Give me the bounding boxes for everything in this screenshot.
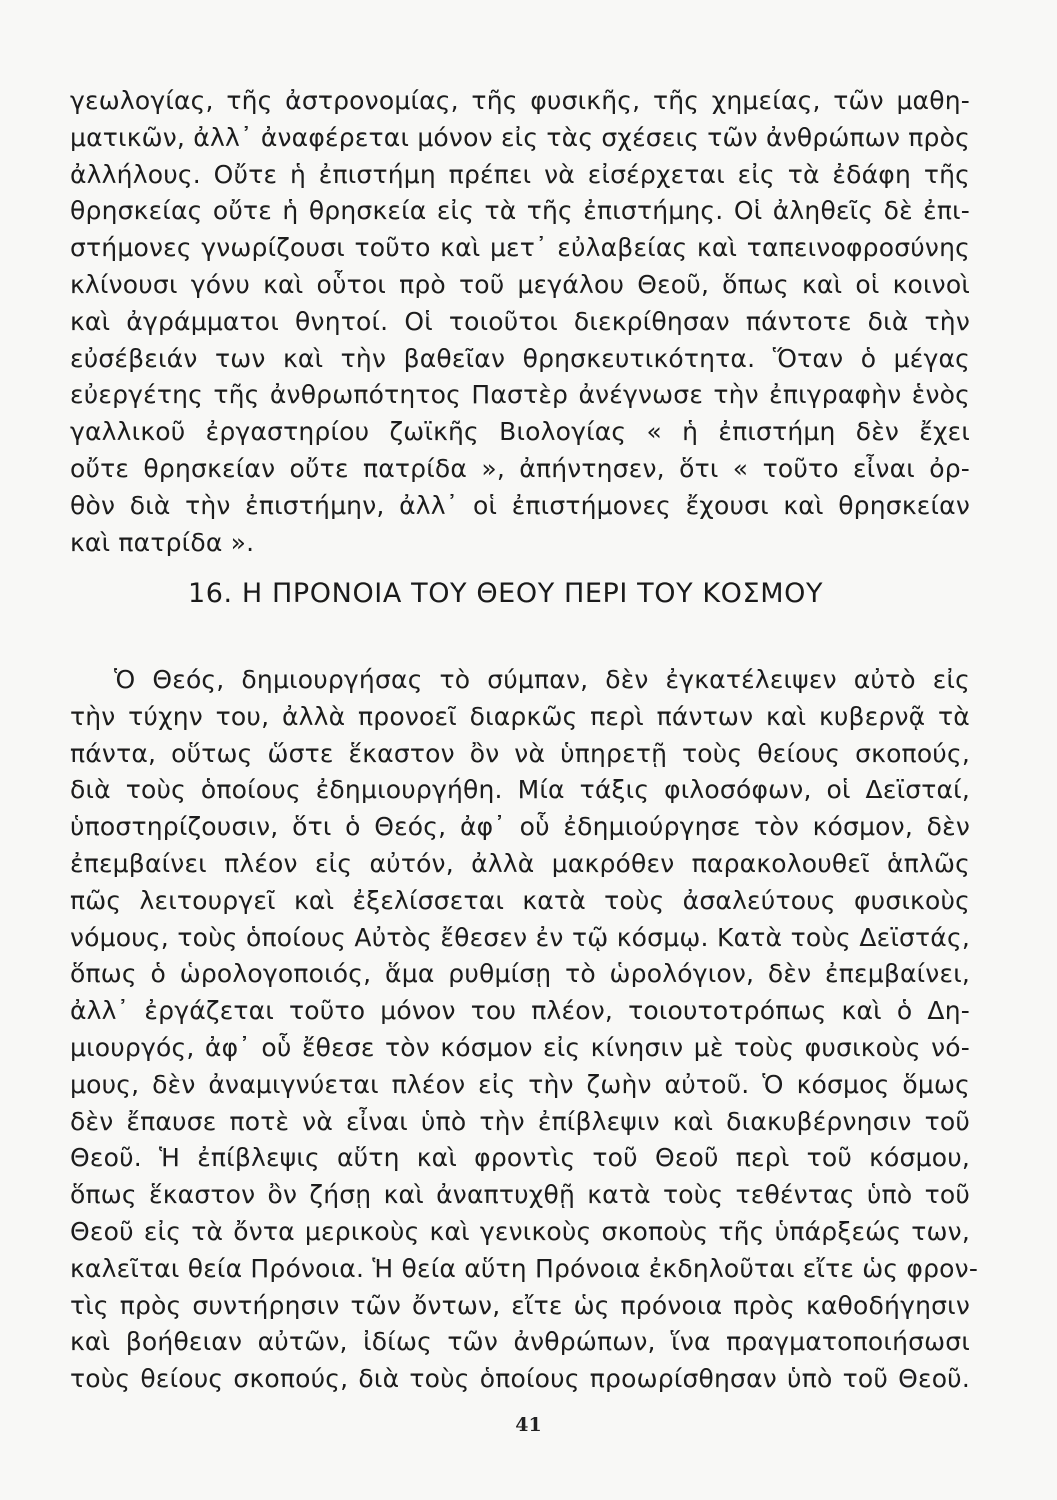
text-line: θὸν διὰ τὴν ἐπιστήμην, ἀλλ᾽ οἱ ἐπιστήμονες ἔχουσι καὶ θρησκείαν: [70, 490, 970, 520]
text-line: καλεῖται θεία Πρόνοια. Ἡ θεία αὕτη Πρόνοια ἐκδηλοῦται εἴτε ὡς φρον-: [70, 1253, 979, 1283]
text-line: τὶς πρὸς συντήρησιν τῶν ὄντων, εἴτε ὡς πρόνοια πρὸς καθοδήγησιν: [70, 1290, 970, 1320]
text-line: οὔτε θρησκείαν οὔτε πατρίδα », ἀπήντησεν, ὅτι « τοῦτο εἶναι ὀρ-: [70, 453, 970, 483]
text-line: τοὺς θείους σκοπούς, διὰ τοὺς ὁποίους προωρίσθησαν ὑπὸ τοῦ Θεοῦ.: [70, 1364, 970, 1394]
text-line: ὑποστηρίζουσιν, ὅτι ὁ Θεός, ἀφ᾽ οὗ ἐδημιούργησε τὸν κόσμον, δὲν: [70, 812, 970, 842]
text-line: πάντα, οὕτως ὥστε ἕκαστον ὂν νὰ ὑπηρετῇ τοὺς θείους σκοπούς,: [70, 738, 970, 768]
text-line: ὅπως ἕκαστον ὂν ζήσῃ καὶ ἀναπτυχθῇ κατὰ τοὺς τεθέντας ὑπὸ τοῦ: [70, 1180, 970, 1210]
page-number: 41: [515, 1414, 542, 1436]
text-line: πῶς λειτουργεῖ καὶ ἐξελίσσεται κατὰ τοὺς ἀσαλεύτους φυσικοὺς: [70, 885, 970, 915]
text-line: γαλλικοῦ ἐργαστηρίου ζωϊκῆς Βιολογίας « ἡ ἐπιστήμη δὲν ἔχει: [70, 417, 970, 447]
text-line: νόμους, τοὺς ὁποίους Αὐτὸς ἔθεσεν ἐν τῷ κόσμῳ. Κατὰ τοὺς Δεϊστάς,: [70, 922, 970, 952]
text-line: κλίνουσι γόνυ καὶ οὗτοι πρὸ τοῦ μεγάλου Θεοῦ, ὅπως καὶ οἱ κοινοὶ: [70, 269, 970, 299]
text-line: ἀλλήλους. Οὔτε ἡ ἐπιστήμη πρέπει νὰ εἰσέρχεται εἰς τὰ ἐδάφη τῆς: [70, 159, 970, 189]
text-line: μιουργός, ἀφ᾽ οὗ ἔθεσε τὸν κόσμον εἰς κίνησιν μὲ τοὺς φυσικοὺς νό-: [70, 1032, 970, 1062]
text-line: ὅπως ὁ ὡρολογοποιός, ἅμα ρυθμίσῃ τὸ ὡρολόγιον, δὲν ἐπεμβαίνει,: [70, 959, 970, 989]
section-heading: 16. Η ΠΡΟΝΟΙΑ ΤΟΥ ΘΕΟΥ ΠΕΡΙ ΤΟΥ ΚΟΣΜΟΥ: [188, 578, 824, 609]
text-line: μους, δὲν ἀναμιγνύεται πλέον εἰς τὴν ζωὴν αὐτοῦ. Ὁ κόσμος ὅμως: [70, 1069, 970, 1099]
text-line: Θεοῦ εἰς τὰ ὄντα μερικοὺς καὶ γενικοὺς σκοποὺς τῆς ὑπάρξεώς των,: [70, 1216, 970, 1246]
top-paragraph: [70, 83, 970, 561]
text-line: καὶ βοήθειαν αὐτῶν, ἰδίως τῶν ἀνθρώπων, ἵνα πραγματοποιήσωσι: [70, 1327, 970, 1357]
text-line: Ὁ Θεός, δημιουργήσας τὸ σύμπαν, δὲν ἐγκατέλειψεν αὐτὸ εἰς: [114, 665, 970, 694]
text-line: ἀλλ᾽ ἐργάζεται τοῦτο μόνον του πλέον, τοιουτοτρόπως καὶ ὁ Δη-: [70, 996, 970, 1026]
text-line: καὶ ἀγράμματοι θνητοί. Οἱ τοιοῦτοι διεκρίθησαν πάντοτε διὰ τὴν: [70, 306, 970, 336]
text-line: ἐπεμβαίνει πλέον εἰς αὐτόν, ἀλλὰ μακρόθεν παρακολουθεῖ ἁπλῶς: [70, 848, 970, 878]
text-line: δὲν ἔπαυσε ποτὲ νὰ εἶναι ὑπὸ τὴν ἐπίβλεψιν καὶ διακυβέρνησιν τοῦ: [70, 1106, 970, 1136]
text-line: στήμονες γνωρίζουσι τοῦτο καὶ μετ᾽ εὐλαβείας καὶ ταπεινοφροσύνης: [70, 233, 970, 263]
text-line: εὐεργέτης τῆς ἀνθρωπότητος Παστὲρ ἀνέγνωσε τὴν ἐπιγραφὴν ἑνὸς: [70, 380, 970, 410]
text-line: εὐσέβειάν των καὶ τὴν βαθεῖαν θρησκευτικότητα. Ὅταν ὁ μέγας: [70, 343, 970, 373]
text-line: γεωλογίας, τῆς ἀστρονομίας, τῆς φυσικῆς, τῆς χημείας, τῶν μαθη-: [70, 86, 970, 115]
text-line: καὶ πατρίδα ».: [70, 527, 255, 557]
text-line: Θεοῦ. Ἡ ἐπίβλεψις αὕτη καὶ φροντὶς τοῦ Θεοῦ περὶ τοῦ κόσμου,: [70, 1143, 970, 1173]
section-paragraph: [70, 662, 979, 1398]
text-line: τὴν τύχην του, ἀλλὰ προνοεῖ διαρκῶς περὶ πάντων καὶ κυβερνᾷ τὰ: [70, 701, 970, 731]
text-line: διὰ τοὺς ὁποίους ἐδημιουργήθη. Μία τάξις φιλοσόφων, οἱ Δεϊσταί,: [70, 775, 970, 805]
text-line: θρησκείας οὔτε ἡ θρησκεία εἰς τὰ τῆς ἐπιστήμης. Οἱ ἀληθεῖς δὲ ἐπι-: [70, 196, 970, 226]
text-line: ματικῶν, ἀλλ᾽ ἀναφέρεται μόνον εἰς τὰς σχέσεις τῶν ἀνθρώπων πρὸς: [70, 122, 970, 152]
